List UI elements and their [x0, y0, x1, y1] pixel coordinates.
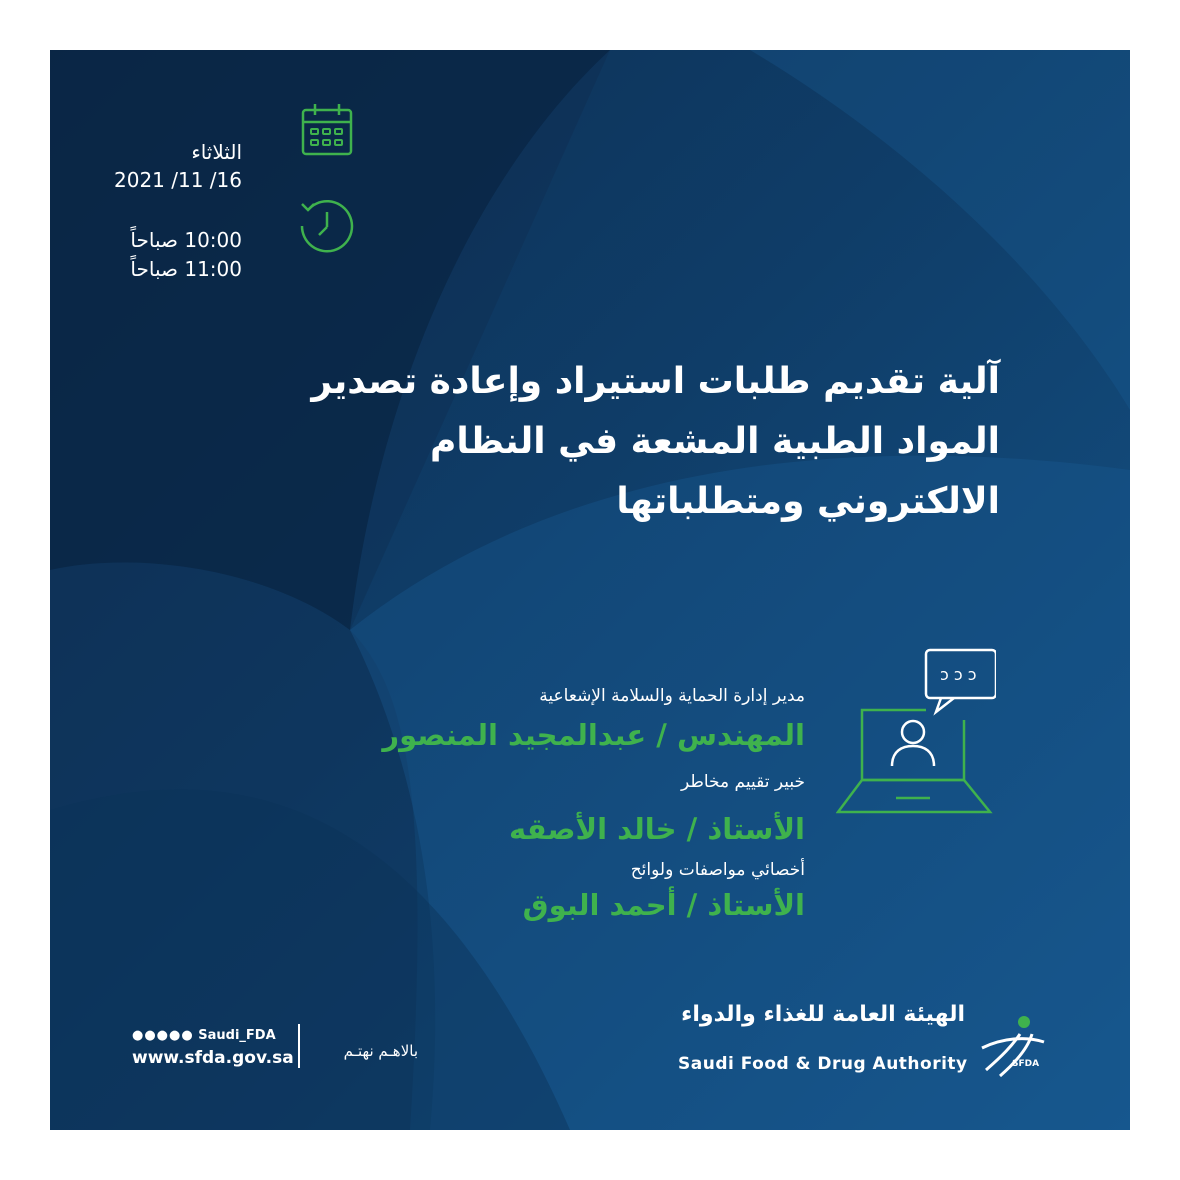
svg-text:ɔ ɔ ɔ: ɔ ɔ ɔ — [940, 665, 977, 684]
social-links[interactable] — [132, 1028, 276, 1043]
sfda-logo-icon — [972, 1012, 1052, 1082]
speaker-2-name: الأستاذ / خالد الأصقه — [509, 812, 805, 846]
event-date: 2021 /11 /16 — [114, 168, 242, 192]
event-day: الثلاثاء — [191, 140, 242, 164]
org-name-english: Saudi Food & Drug Authority — [678, 1054, 968, 1074]
social-icons: ●●●●● — [132, 1028, 194, 1043]
website-link[interactable]: www.sfda.gov.sa — [132, 1048, 294, 1068]
event-start-time: 10:00 صباحاً — [130, 228, 242, 252]
event-card — [50, 50, 1130, 1130]
event-title — [280, 352, 1000, 532]
speaker-1-name: المهندس / عبدالمجيد المنصور — [382, 718, 805, 752]
speaker-3-name: الأستاذ / أحمد البوق — [522, 888, 805, 922]
clock-icon — [298, 196, 356, 254]
sfda-logo-text: SFDA — [1012, 1059, 1040, 1069]
speaker-1-role: مدير إدارة الحماية والسلامة الإشعاعية — [539, 686, 805, 706]
title-line-2: المواد الطبية المشعة في النظام — [430, 421, 1000, 462]
footer-divider — [298, 1024, 300, 1068]
social-handle: Saudi_FDA — [198, 1028, 276, 1043]
speaker-2-role: خبير تقييم مخاطر — [680, 772, 805, 792]
speaker-3-role: أخصائي مواصفات ولوائح — [630, 860, 805, 880]
org-name-arabic: الهيئة العامة للغذاء والدواء — [681, 1002, 965, 1027]
event-end-time: 11:00 صباحاً — [130, 257, 242, 281]
slogan: بالاهـم نهتـم — [343, 1042, 418, 1060]
laptop-chat-icon — [836, 648, 996, 818]
background-waves — [50, 50, 1130, 1130]
calendar-icon — [300, 102, 356, 158]
title-line-1: آلية تقديم طلبات استيراد وإعادة تصدير — [311, 361, 1000, 402]
title-line-3: الالكتروني ومتطلباتها — [616, 481, 1000, 522]
